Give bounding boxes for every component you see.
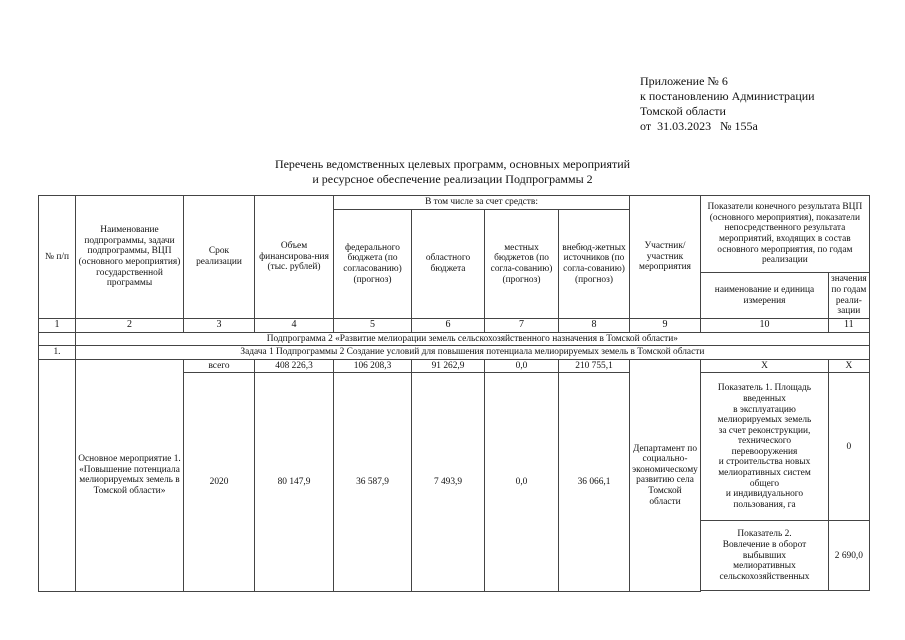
indicator-1-line: мелиорируемых земель <box>717 415 812 426</box>
indicator-1-line: мелиоративных систем <box>718 468 811 479</box>
header-indicator-value: значения по годам реали-зации <box>829 273 870 319</box>
header-name: Наименование подпрограммы, задачи подпрограммы, ВЦП (основного мероприятия) государственной программы <box>76 196 184 319</box>
col-number: 8 <box>559 319 630 333</box>
col-number: 6 <box>412 319 485 333</box>
header-indicators: Показатели конечного результата ВЦП (основного мероприятия), показатели непосредственного результата мероприятий, входящих в состав основного мероприятия, по годам реализации <box>701 196 870 273</box>
year-regional: 7 493,9 <box>412 373 485 592</box>
appendix-line: к постановлению Администрации <box>640 89 815 103</box>
empty-cell <box>39 359 76 591</box>
indicator-2-line: выбывших <box>742 550 787 561</box>
task-row: Задача 1 Подпрограммы 2 Создание условий для повышения потенциала мелиорируемых земель в Томской области <box>76 346 870 360</box>
total-regional: 91 262,9 <box>412 359 485 373</box>
year-extra: 36 066,1 <box>559 373 630 592</box>
resource-table <box>38 195 870 592</box>
col-number: 2 <box>76 319 184 333</box>
indicator-1-line: Показатель 1. Площадь <box>717 383 812 394</box>
indicator-2-line: мелиоративных <box>733 561 796 572</box>
header-num: № п/п <box>39 196 76 319</box>
spacer-cell <box>701 591 829 592</box>
title-line-2: и ресурсное обеспечение реализации Подпрограммы 2 <box>312 172 593 186</box>
appendix-block <box>640 74 815 134</box>
total-indicator-value: X <box>829 359 870 373</box>
indicator-1-name <box>701 373 829 521</box>
appendix-line: Томской области <box>640 104 726 118</box>
header-local: местных бюджетов (по согла-сованию) (прогноз) <box>485 210 559 319</box>
year-local: 0,0 <box>485 373 559 592</box>
indicator-1-line: перевооружения <box>731 446 798 457</box>
header-participant: Участник/ участник мероприятия <box>630 196 701 319</box>
indicator-1-line: введенных <box>743 393 786 404</box>
indicator-1-line: и строительства новых <box>718 457 811 468</box>
indicator-2-value: 2 690,0 <box>829 521 870 591</box>
total-volume: 408 226,3 <box>255 359 334 373</box>
header-volume: Объем финансирова-ния (тыс. рублей) <box>255 196 334 319</box>
indicator-1-line: в эксплуатацию <box>733 404 796 415</box>
indicator-2-line: Вовлечение в оборот <box>722 539 807 550</box>
indicator-1-line: за счет реконструкции, <box>718 425 811 436</box>
header-term: Срок реализации <box>184 196 255 319</box>
indicator-1-line: пользования, га <box>733 499 796 510</box>
total-local: 0,0 <box>485 359 559 373</box>
indicator-1-line: общего <box>749 478 780 489</box>
indicator-2-line: сельскохозяйственных <box>719 571 810 582</box>
header-extra: внебюд-жетных источников (по согла-сованию) (прогноз) <box>559 210 630 319</box>
col-number: 11 <box>829 319 870 333</box>
indicator-1-line: и индивидуального <box>725 489 804 500</box>
spacer-cell <box>829 591 870 592</box>
document-title <box>0 157 905 187</box>
total-extra: 210 755,1 <box>559 359 630 373</box>
total-indicator-name: X <box>701 359 829 373</box>
header-federal: федерального бюджета (по согласованию) (прогноз) <box>334 210 412 319</box>
appendix-line: Приложение № 6 <box>640 74 728 88</box>
col-number: 10 <box>701 319 829 333</box>
col-number: 4 <box>255 319 334 333</box>
empty-cell <box>39 332 76 346</box>
indicator-1-line: технического <box>737 436 792 447</box>
participant: Департамент по социально-экономическому развитию села Томской области <box>630 359 701 591</box>
indicator-1-value: 0 <box>829 373 870 521</box>
header-regional: областного бюджета <box>412 210 485 319</box>
year-term: 2020 <box>184 373 255 592</box>
col-number: 7 <box>485 319 559 333</box>
appendix-date-line: от 31.03.2023 № 155а <box>640 119 758 133</box>
col-number: 5 <box>334 319 412 333</box>
col-number: 1 <box>39 319 76 333</box>
col-number: 3 <box>184 319 255 333</box>
title-line-1: Перечень ведомственных целевых программ, основных мероприятий <box>274 157 631 171</box>
total-federal: 106 208,3 <box>334 359 412 373</box>
total-term: всего <box>184 359 255 373</box>
col-number: 9 <box>630 319 701 333</box>
header-including: В том числе за счет средств: <box>334 196 630 210</box>
indicator-2-name <box>701 521 829 591</box>
year-volume: 80 147,9 <box>255 373 334 592</box>
header-indicator-name: наименование и единица измерения <box>701 273 829 319</box>
main-event-name: Основное мероприятие 1. «Повышение потенциала мелиорируемых земель в Томской области» <box>76 359 184 591</box>
subprogram-row: Подпрограмма 2 «Развитие мелиорации земель сельскохозяйственного назначения в Томской области» <box>76 332 870 346</box>
task-number: 1. <box>39 346 76 360</box>
year-federal: 36 587,9 <box>334 373 412 592</box>
indicator-2-line: Показатель 2. <box>737 529 792 540</box>
